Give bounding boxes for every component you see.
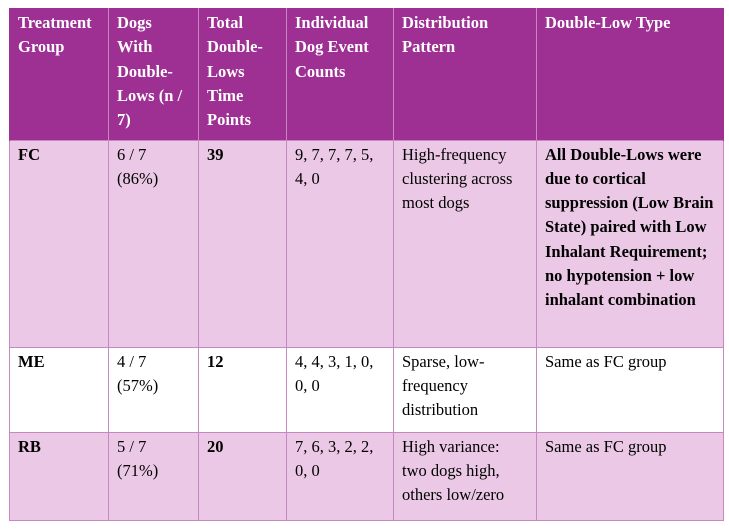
header-treatment-group: Treatment Group (10, 8, 109, 140)
cell-type: All Double-Lows were due to cortical suppression (Low Brain State) paired with Low Inhalant Requirement; no hypotension + low inhalant combination (537, 140, 724, 347)
header-dogs-with-double-lows: Dogs With Double-Lows (n / 7) (109, 8, 199, 140)
table-row (10, 347, 724, 432)
header-distribution-pattern: Distribution Pattern (394, 8, 537, 140)
double-lows-table (9, 8, 724, 521)
header-row (10, 8, 724, 140)
cell-dogs: 6 / 7 (86%) (109, 140, 199, 347)
cell-pattern: High variance: two dogs high, others low/zero (394, 432, 537, 520)
cell-pattern: Sparse, low-frequency distribution (394, 347, 537, 432)
header-double-low-type: Double-Low Type (537, 8, 724, 140)
cell-pattern: High-frequency clustering across most dogs (394, 140, 537, 347)
cell-counts: 4, 4, 3, 1, 0, 0, 0 (287, 347, 394, 432)
cell-group: RB (10, 432, 109, 520)
cell-total: 12 (199, 347, 287, 432)
table-header (10, 8, 724, 140)
cell-total: 39 (199, 140, 287, 347)
cell-group: FC (10, 140, 109, 347)
cell-type: Same as FC group (537, 347, 724, 432)
header-total-double-lows: Total Double-Lows Time Points (199, 8, 287, 140)
cell-total: 20 (199, 432, 287, 520)
table-row (10, 432, 724, 520)
cell-group: ME (10, 347, 109, 432)
cell-type: Same as FC group (537, 432, 724, 520)
cell-counts: 7, 6, 3, 2, 2, 0, 0 (287, 432, 394, 520)
table-row (10, 140, 724, 347)
cell-counts: 9, 7, 7, 7, 5, 4, 0 (287, 140, 394, 347)
cell-dogs: 4 / 7 (57%) (109, 347, 199, 432)
header-individual-counts: Individual Dog Event Counts (287, 8, 394, 140)
cell-dogs: 5 / 7 (71%) (109, 432, 199, 520)
